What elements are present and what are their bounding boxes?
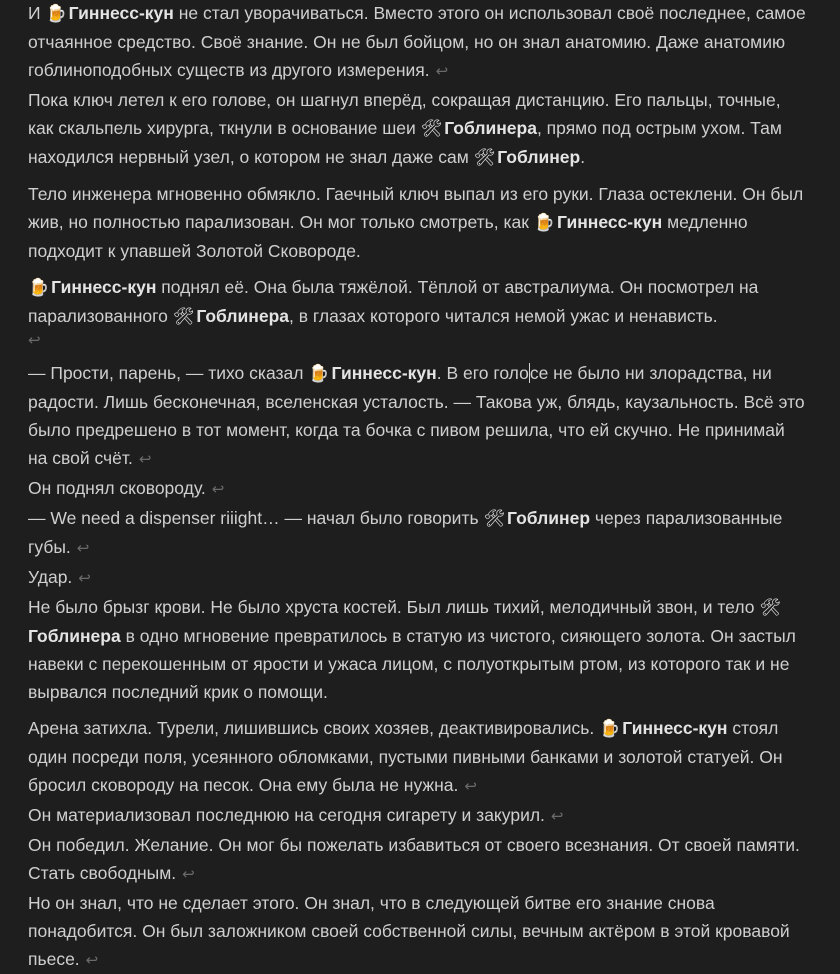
text-run: Пока ключ летел к его голове, он шагнул вперёд, сокращая дистанцию. Его пальцы, точные, как скальпель хирурга, ткнули в основание шеи	[28, 90, 781, 138]
name-text: Гиннесс-кун	[622, 718, 728, 738]
paragraph-13	[28, 889, 808, 974]
paragraph-6	[28, 474, 808, 504]
text-run: — Прости, парень, — тихо сказал	[28, 363, 309, 383]
beer-mug-icon: 🍺	[308, 364, 330, 383]
character-name-gobliner	[483, 508, 590, 528]
return-mark-icon: ↩	[78, 570, 91, 587]
text-run: Он победил. Желание. Он мог бы пожелать избавиться от своего всезнания. От своей памяти. Стать свободным.	[28, 835, 800, 883]
return-mark-icon: ↩	[464, 778, 477, 795]
beer-mug-icon: 🍺	[599, 719, 621, 738]
text-run: медленно подходит к упавшей Золотой Сковороде.	[28, 212, 748, 261]
text-run: поднял её. Она была тяжёлой. Тёплой от австралиума. Он посмотрел на парализованного	[28, 277, 759, 326]
text-run: — We need a dispenser riiight… — начал было говорить	[28, 508, 484, 528]
paragraph-3	[28, 180, 808, 265]
beer-mug-icon: 🍺	[45, 4, 67, 23]
return-mark-icon: ↩	[211, 481, 225, 498]
text-run: , в глазах которого читался немой ужас и ненависть.	[289, 306, 718, 326]
character-name-guinness	[534, 212, 662, 232]
beer-mug-icon: 🍺	[533, 213, 555, 232]
return-mark-icon: ↩	[435, 63, 449, 80]
text-run: Не было брызг крови. Не было хруста костей. Был лишь тихий, мелодичный звон, и тело	[28, 597, 760, 617]
name-text: Гоблинер	[497, 147, 581, 167]
paragraph-4	[28, 273, 808, 351]
hammer-wrench-icon: 🛠	[483, 509, 506, 528]
text-run: стоял один посреди поля, усеянного обломками, пустыми пивными банками и золотой статуей. Он бросил сковороду на песок. Она ему была не нужна.	[28, 718, 783, 795]
return-mark-icon: ↩	[85, 952, 99, 969]
paragraph-2	[28, 86, 808, 172]
return-mark-icon: ↩	[138, 451, 152, 468]
paragraph-9	[28, 593, 808, 706]
text-run: . В его голо	[436, 363, 529, 383]
character-name-guinness	[599, 718, 727, 738]
return-mark-icon: ↩	[182, 866, 195, 883]
character-name-gobliner	[474, 147, 581, 167]
text-run: Но он знал, что не сделает этого. Он знал, что в следующей битве его знание снова понадобится. Он был заложником своей собственной силы, вечным актёром в этой кровавой пьесе.	[28, 893, 790, 969]
text-run: се не было ни злорадства, ни радости. Лишь бесконечная, вселенская усталость. — Такова уж, блядь, каузальность. Всё это было предрешено в тот момент, когда та бочка с пивом решила, что ей скучно. Не принимай на свой счёт.	[28, 363, 805, 468]
text-run: Арена затихла. Турели, лишившись своих хозяев, деактивировались.	[28, 718, 600, 738]
name-text: Гиннесс-кун	[51, 277, 157, 297]
paragraph-11	[28, 801, 808, 831]
character-name-gobliner	[173, 306, 289, 326]
name-text: Гоблинера	[28, 626, 121, 646]
return-mark-icon: ↩	[76, 540, 90, 557]
name-text: Гоблинера	[196, 306, 290, 326]
character-name-gobliner	[421, 118, 537, 138]
text-run: , прямо под острым ухом. Там находился нервный узел, о котором не знал даже сам	[28, 118, 782, 167]
name-text: Гиннесс-кун	[556, 212, 663, 232]
hammer-wrench-icon: 🛠	[420, 119, 443, 138]
hammer-wrench-icon: 🛠	[759, 598, 781, 617]
text-run: Он поднял сковороду.	[28, 478, 206, 498]
text-run: через парализованные губы.	[28, 508, 783, 557]
return-mark-icon: ↩	[550, 808, 564, 825]
text-run: Тело инженера мгновенно обмякло. Гаечный ключ выпал из его руки. Глаза остеклени. Он был жив, но полностью парализован. Он мог только смотреть, как	[28, 184, 804, 232]
paragraph-5	[28, 359, 808, 474]
text-run: в одно мгновение превратилось в статую из чистого, сияющего золота. Он застыл навеки с перекошенным от ярости и ужаса лицом, с полуоткрытым ртом, из которого так и не вырвался последний крик о помощи.	[28, 626, 796, 702]
name-text: Гиннесс-кун	[331, 363, 437, 383]
text-run: .	[580, 147, 586, 167]
name-text: Гоблинера	[444, 118, 537, 138]
text-run: И	[28, 3, 46, 23]
text-run: не стал уворачиваться. Вместо этого он использовал своё последнее, самое отчаянное средство. Своё знание. Он не был бойцом, но он знал анатомию. Даже анатомию гоблиноподобных существ из другого измерения.	[28, 3, 806, 80]
paragraph-7	[28, 504, 808, 563]
editor-content[interactable]	[28, 0, 808, 974]
hammer-wrench-icon: 🛠	[473, 148, 496, 167]
name-text: Гоблинер	[507, 508, 591, 528]
paragraph-10	[28, 714, 808, 801]
text-run: Удар.	[28, 567, 73, 587]
return-mark-icon: ↩	[28, 332, 41, 349]
paragraph-1	[28, 0, 808, 86]
name-text: Гиннесс-кун	[68, 3, 174, 23]
beer-mug-icon: 🍺	[28, 278, 50, 297]
paragraph-8	[28, 563, 808, 593]
character-name-guinness	[28, 277, 156, 297]
character-name-guinness	[45, 3, 173, 23]
hammer-wrench-icon: 🛠	[172, 307, 195, 326]
text-run: Он материализовал последнюю на сегодня сигарету и закурил.	[28, 805, 545, 825]
character-name-guinness	[308, 363, 436, 383]
paragraph-12	[28, 831, 808, 889]
